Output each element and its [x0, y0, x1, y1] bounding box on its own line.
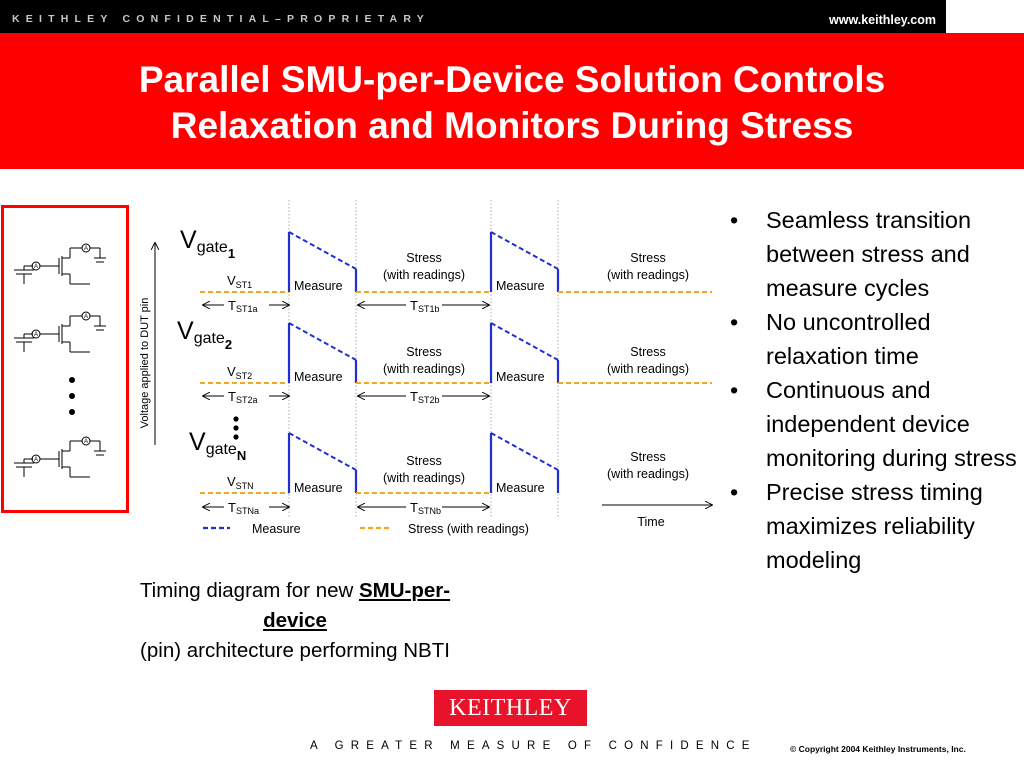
svg-text:(with readings): (with readings)	[383, 362, 465, 376]
svg-text:A: A	[33, 332, 39, 338]
svg-text:Stress: Stress	[630, 345, 666, 359]
bullet-item: • Precise stress timing maximizes reliability modeling	[730, 475, 1022, 577]
circuit-schematic-icon	[4, 208, 126, 510]
vst-label-1: VST1	[227, 273, 253, 290]
svg-text:(with readings): (with readings)	[383, 471, 465, 485]
bullet-item: • Continuous and independent device monitoring during stress	[730, 373, 1022, 475]
website-link[interactable]: www.keithley.com	[829, 13, 936, 27]
bullet-dot-icon: •	[730, 479, 739, 505]
title-line-1: Parallel SMU-per-Device Solution Controls	[138, 59, 886, 100]
caption-line-1: Timing diagram for new SMU-per-device	[139, 579, 451, 632]
svg-text:Measure: Measure	[294, 481, 343, 495]
ellipsis-dots-icon	[69, 377, 75, 415]
svg-text:A: A	[83, 314, 89, 320]
svg-text:A: A	[83, 246, 89, 252]
logo-text: KEITHLEY	[449, 695, 572, 721]
smu-circuit-thumbnail	[1, 205, 129, 513]
svg-text:(with readings): (with readings)	[607, 362, 689, 376]
svg-text:A: A	[33, 457, 39, 463]
diagram-legend	[203, 522, 529, 536]
y-axis-label: Voltage applied to DUT pin	[139, 297, 151, 429]
bullet-dot-icon: •	[730, 377, 739, 403]
svg-text:A: A	[83, 439, 89, 445]
svg-text:A: A	[33, 264, 39, 270]
row-ellipsis-icon	[233, 416, 238, 439]
svg-text:Stress: Stress	[630, 251, 666, 265]
circuit-block-2	[14, 312, 106, 352]
bullet-dot-icon: •	[730, 309, 739, 335]
svg-text:Stress: Stress	[406, 454, 442, 468]
gate-voltage-label-n: Vgate$_N$	[189, 428, 247, 463]
svg-text:(with readings): (with readings)	[607, 467, 689, 481]
bullet-item: • Seamless transition between stress and measure cycles	[730, 203, 1022, 305]
svg-text:Measure: Measure	[496, 370, 545, 384]
svg-text:Stress: Stress	[406, 251, 442, 265]
t-a-label-1: TST1a	[228, 298, 258, 314]
vst-label-n: VSTN	[227, 474, 254, 491]
vst-label-2: VST2	[227, 364, 253, 381]
bullet-item: • No uncontrolled relaxation time	[730, 305, 1022, 373]
bullet-list	[730, 203, 1022, 577]
circuit-block-3	[14, 437, 106, 477]
t-b-label-n: TSTNb	[410, 500, 441, 516]
t-b-label-1: TST1b	[410, 298, 440, 314]
copyright-notice: © Copyright 2004 Keithley Instruments, Inc.	[790, 744, 966, 754]
row-labels-1	[180, 226, 689, 314]
svg-text:(with readings): (with readings)	[607, 268, 689, 282]
t-a-label-n: TSTNa	[228, 500, 259, 516]
gate-voltage-label-2: Vgate$_2$	[177, 317, 233, 352]
legend-stress: Stress (with readings)	[408, 522, 529, 536]
svg-text:Measure: Measure	[496, 279, 545, 293]
row-labels-2	[177, 317, 689, 405]
svg-text:Stress: Stress	[406, 345, 442, 359]
svg-text:(with readings): (with readings)	[383, 268, 465, 282]
svg-text:Measure: Measure	[294, 279, 343, 293]
circuit-block-1	[14, 244, 106, 284]
gate-voltage-label-1: Vgate$_1$	[180, 226, 236, 261]
svg-text:Measure: Measure	[496, 481, 545, 495]
slide-title	[0, 57, 1024, 149]
svg-text:Stress: Stress	[630, 450, 666, 464]
caption-emphasis: SMU-per-device	[263, 579, 451, 632]
legend-measure: Measure	[252, 522, 301, 536]
top-bar	[0, 0, 946, 33]
t-b-label-2: TST2b	[410, 389, 440, 405]
keithley-logo	[434, 690, 587, 726]
title-banner	[0, 33, 1024, 169]
t-a-label-2: TST2a	[228, 389, 258, 405]
tagline: A GREATER MEASURE OF CONFIDENCE	[310, 740, 757, 752]
time-axis-label: Time	[637, 515, 665, 529]
diagram-caption	[135, 576, 455, 666]
svg-text:Measure: Measure	[294, 370, 343, 384]
caption-line-2: (pin) architecture performing NBTI	[140, 639, 450, 662]
row-labels-n	[189, 428, 689, 529]
timing-diagram	[130, 195, 720, 550]
bullet-dot-icon: •	[730, 207, 739, 233]
title-line-2: Relaxation and Monitors During Stress	[170, 105, 854, 146]
confidential-label: KEITHLEY CONFIDENTIAL–PROPRIETARY	[12, 13, 430, 25]
